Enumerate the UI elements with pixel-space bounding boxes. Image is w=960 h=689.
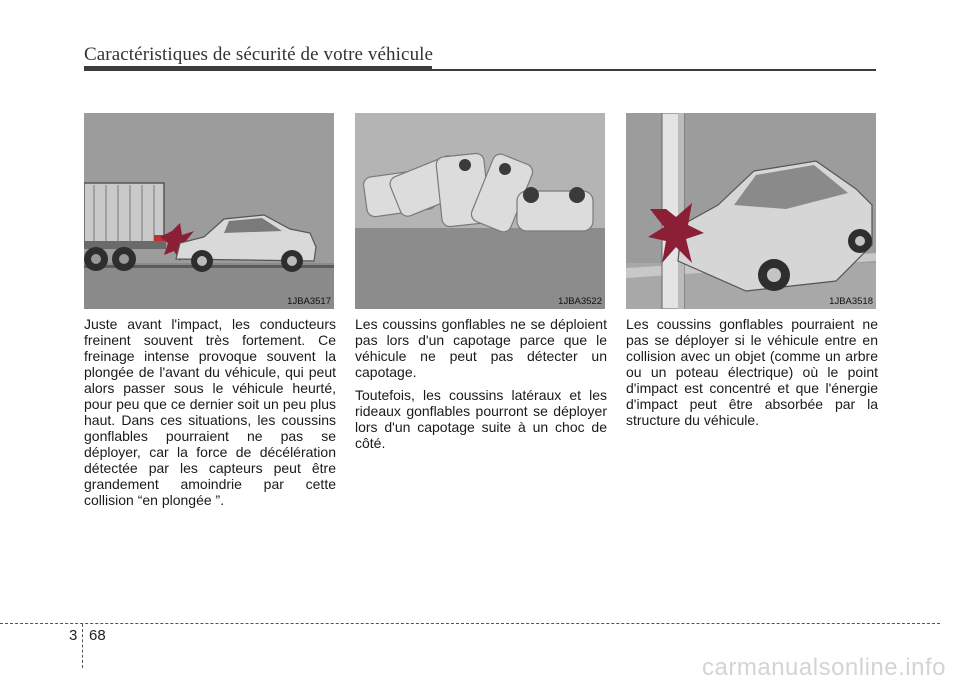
figure-pole-impact <box>626 113 876 309</box>
footer-divider <box>82 624 83 668</box>
page-number: 68 <box>89 627 106 644</box>
header-rule-thin <box>432 69 876 71</box>
watermark: carmanualsonline.info <box>702 654 946 681</box>
paragraph: Toutefois, les coussins latéraux et les rideaux gonflables pourront se déployer lors d'un capotage suite à un choc de côté. <box>355 387 607 451</box>
column-2-text <box>355 316 607 458</box>
header-rule-thick <box>84 66 432 71</box>
paragraph: Les coussins gonflables pourraient ne pas se déployer si le véhicule entre en collision avec un objet (comme un arbre ou un poteau électrique) où le point d'impact est concentré et que l'énergie d'impact peut être absorbée par la structure du véhicule. <box>626 316 878 428</box>
figure-code: 1JBA3517 <box>287 296 331 307</box>
figure-code: 1JBA3518 <box>829 296 873 307</box>
column-3-text <box>626 316 878 435</box>
paragraph: Les coussins gonflables ne se déploient pas lors d'un capotage parce que le véhicule ne peut pas détecter un capotage. <box>355 316 607 380</box>
column-1-text <box>84 316 336 515</box>
page-title: Caractéristiques de sécurité de votre véhicule <box>84 44 434 65</box>
rollover-illustration <box>355 113 605 309</box>
chapter-number: 3 <box>69 627 78 644</box>
figure-code: 1JBA3522 <box>558 296 602 307</box>
footer-rule <box>0 623 940 624</box>
paragraph: Juste avant l'impact, les conducteurs freinent souvent très fortement. Ce freinage intense provoque souvent la plongée de l'avant du véhicule, qui peut alors passer sous le véhicule heurté, pour peu que ce dernier soit un peu plus haut. Dans ces situations, les coussins gonflables pourraient ne pas se déployer, car la force de décélération détectée par les capteurs peut être grandement amoindrie par cette collision “en plongée ”. <box>84 316 336 508</box>
pole-impact-illustration <box>626 113 876 309</box>
figure-truck-underride <box>84 113 334 309</box>
figure-rollover <box>355 113 605 309</box>
truck-underride-illustration <box>84 113 334 309</box>
